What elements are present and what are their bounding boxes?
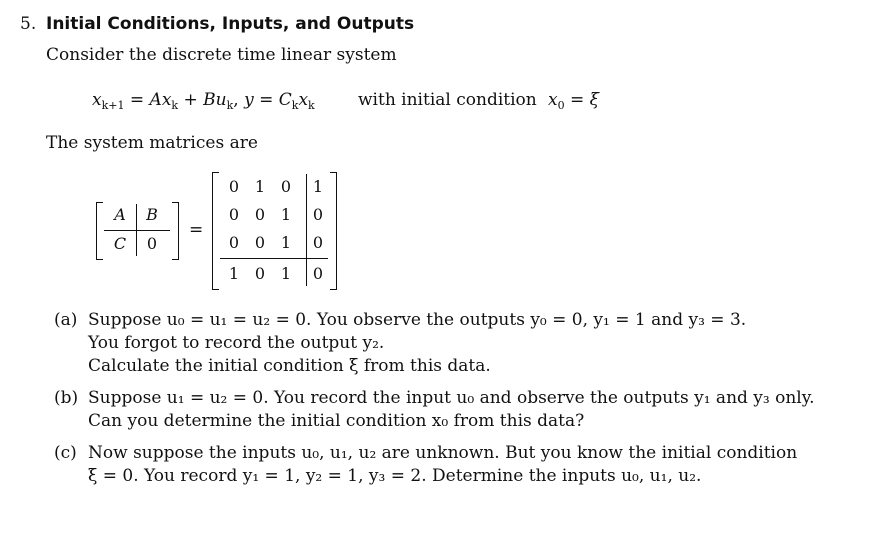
system-matrix-left-bracket [212, 172, 219, 290]
ic-xi: ξ [589, 90, 600, 110]
eq-x: x [92, 90, 102, 110]
part-a-label: (a) [54, 310, 78, 330]
matrix-cell: 0 [312, 233, 324, 252]
eq-x-sub: k+1 [101, 99, 125, 112]
matrix-cell: 0 [312, 264, 324, 283]
initial-condition-expr [548, 90, 599, 110]
part-b-label: (b) [54, 388, 79, 408]
eq-B: B [203, 90, 216, 110]
matrix-cell: 0 [228, 233, 240, 252]
ic-x-sub: 0 [557, 99, 565, 112]
eq-plus: + [178, 90, 204, 110]
eq-x2-sub: k [308, 99, 315, 112]
block-horizontal-divider [104, 230, 170, 231]
eq-u-sub: k [226, 99, 234, 112]
eq-C-sub: k [291, 99, 299, 112]
matrix-cell: 0 [254, 264, 266, 283]
with-initial-condition: with initial condition [358, 90, 537, 110]
ic-equals: = [564, 90, 590, 110]
eq-x2: x [298, 90, 309, 110]
eq-C: C [278, 90, 292, 110]
part-a-line-3: Calculate the initial condition ξ from this data. [88, 356, 491, 376]
matrix-cell: 0 [254, 233, 266, 252]
matrix-cell: 0 [312, 205, 324, 224]
matrix-cell: 0 [228, 177, 240, 196]
eq-y: y [244, 90, 254, 110]
problem-number: 5. [20, 14, 37, 34]
system-matrix-vertical-divider [306, 174, 307, 286]
block-matrix-left-bracket [96, 202, 103, 260]
matrix-cell: 0 [254, 205, 266, 224]
part-b-line-2: Can you determine the initial condition x₀ from this data? [88, 411, 585, 431]
matrix-cell: 1 [280, 233, 292, 252]
eq-A: A [149, 90, 162, 110]
eq-u: u [215, 90, 227, 110]
part-a-line-1: Suppose u₀ = u₁ = u₂ = 0. You observe the outputs y₀ = 0, y₁ = 1 and y₃ = 3. [88, 310, 747, 330]
matrix-cell: 1 [228, 264, 240, 283]
matrix-cell: 0 [228, 205, 240, 224]
intro-text: Consider the discrete time linear system [46, 45, 397, 65]
matrix-cell: 1 [254, 177, 266, 196]
matrix-cell: 1 [312, 177, 324, 196]
block-A: A [114, 205, 126, 224]
system-matrix-horizontal-divider [220, 258, 328, 259]
block-C: C [113, 234, 127, 253]
matrix-cell: 1 [280, 205, 292, 224]
matrix-equals: = [189, 220, 204, 240]
part-a-line-2: You forgot to record the output y₂. [88, 333, 385, 353]
eq-x-k-sub: k [171, 99, 179, 112]
part-c-line-2: ξ = 0. You record y₁ = 1, y₂ = 1, y₃ = 2. Determine the inputs u₀, u₁, u₂. [88, 466, 702, 486]
block-B: B [146, 205, 158, 224]
part-c-label: (c) [54, 443, 77, 463]
part-b-line-1: Suppose u₁ = u₂ = 0. You record the input u₀ and observe the outputs y₁ and y₃ only. [88, 388, 815, 408]
ic-x: x [548, 90, 558, 110]
problem-title: Initial Conditions, Inputs, and Outputs [46, 14, 415, 34]
eq-comma: , [233, 90, 245, 110]
matrix-cell: 0 [280, 177, 292, 196]
matrices-intro: The system matrices are [46, 133, 258, 153]
eq-equals-2: = [253, 90, 279, 110]
matrix-cell: 1 [280, 264, 292, 283]
eq-equals-1: = [124, 90, 150, 110]
block-D: 0 [146, 234, 158, 253]
system-matrix-right-bracket [330, 172, 337, 290]
system-matrix [212, 172, 342, 290]
block-matrix [96, 202, 180, 260]
block-matrix-right-bracket [172, 202, 179, 260]
system-equation [92, 90, 315, 110]
eq-x-k: x [161, 90, 172, 110]
part-c-line-1: Now suppose the inputs u₀, u₁, u₂ are unknown. But you know the initial condition [88, 443, 798, 463]
